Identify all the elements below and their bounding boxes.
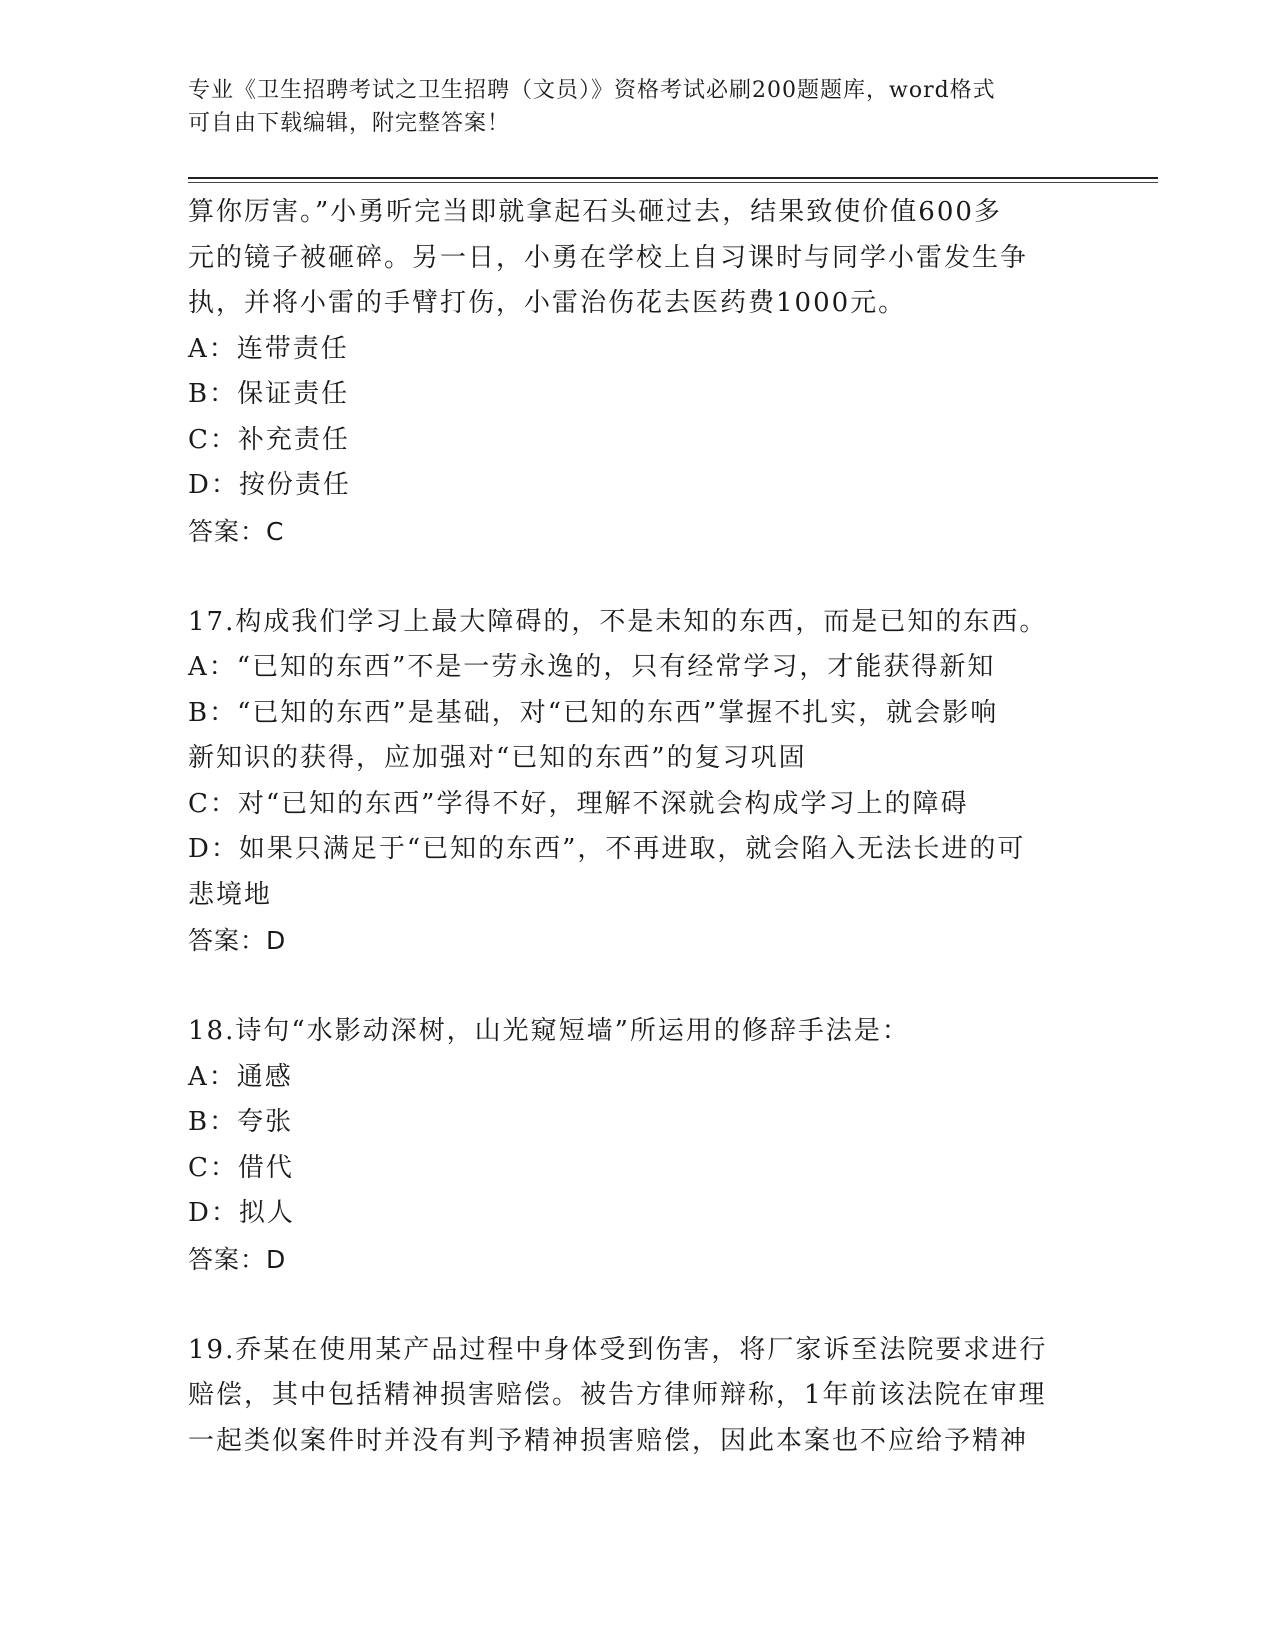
option-d: D：拟人 [188, 1198, 295, 1228]
header-rule-thin [188, 182, 1158, 183]
option-b-continued: 新知识的获得，应加强对“已知的东西”的复习巩固 [188, 743, 807, 773]
question-stem-line: 赔偿，其中包括精神损害赔偿。被告方律师辩称，1年前该法院在审理 [188, 1380, 1047, 1410]
answer: 答案：C [188, 516, 285, 546]
question-stem-line: 元的镜子被砸碎。另一日，小勇在学校上自习课时与同学小雷发生争 [188, 242, 1029, 273]
answer: 答案：D [188, 926, 287, 955]
option-a: A：“已知的东西”不是一劳永逸的，只有经常学习，才能获得新知 [188, 652, 996, 682]
option-d-continued: 悲境地 [188, 879, 273, 910]
answer: 答案：D [188, 1244, 287, 1274]
question-stem-line: 算你厉害。”小勇听完当即就拿起石头砸过去，结果致使价值600多 [188, 197, 1002, 227]
question-18 [188, 1009, 1088, 1282]
option-b: B：夸张 [188, 1107, 294, 1137]
question-stem-line: 17.构成我们学习上最大障碍的，不是未知的东西，而是已知的东西。 [188, 606, 1048, 637]
option-b: B：保证责任 [188, 379, 350, 409]
option-a: A：通感 [188, 1061, 293, 1092]
option-d: D：按份责任 [188, 470, 351, 500]
question-stem-line: 一起类似案件时并没有判予精神损害赔偿，因此本案也不应给予精神 [188, 1425, 1029, 1456]
spacer [188, 1282, 1088, 1328]
question-stem-line: 19.乔某在使用某产品过程中身体受到伤害，将厂家诉至法院要求进行 [188, 1334, 1048, 1365]
spacer [188, 964, 1088, 1010]
option-c: C：对“已知的东西”学得不好，理解不深就会构成学习上的障碍 [188, 788, 969, 819]
question-19 [188, 1328, 1088, 1465]
option-d: D：如果只满足于“已知的东西”，不再进取，就会陷入无法长进的可 [188, 834, 1026, 864]
document-header [188, 74, 1068, 140]
option-c: C：借代 [188, 1152, 294, 1183]
header-rule-thick [188, 177, 1158, 179]
header-line-2: 可自由下载编辑，附完整答案！ [188, 111, 511, 136]
document-body [188, 190, 1088, 1464]
option-b: B：“已知的东西”是基础，对“已知的东西”掌握不扎实，就会影响 [188, 697, 999, 728]
question-stem-line: 执，并将小雷的手臂打伤，小雷治伤花去医药费1000元。 [188, 288, 907, 318]
question-17 [188, 600, 1088, 964]
question-16 [188, 190, 1088, 554]
option-a: A：连带责任 [188, 333, 349, 364]
option-c: C：补充责任 [188, 424, 350, 455]
spacer [188, 554, 1088, 600]
header-line-1: 专业《卫生招聘考试之卫生招聘（文员）》资格考试必刷200题题库，word格式 [188, 78, 996, 103]
question-stem-line: 18.诗句“水影动深树，山光窥短墙”所运用的修辞手法是： [188, 1016, 910, 1046]
